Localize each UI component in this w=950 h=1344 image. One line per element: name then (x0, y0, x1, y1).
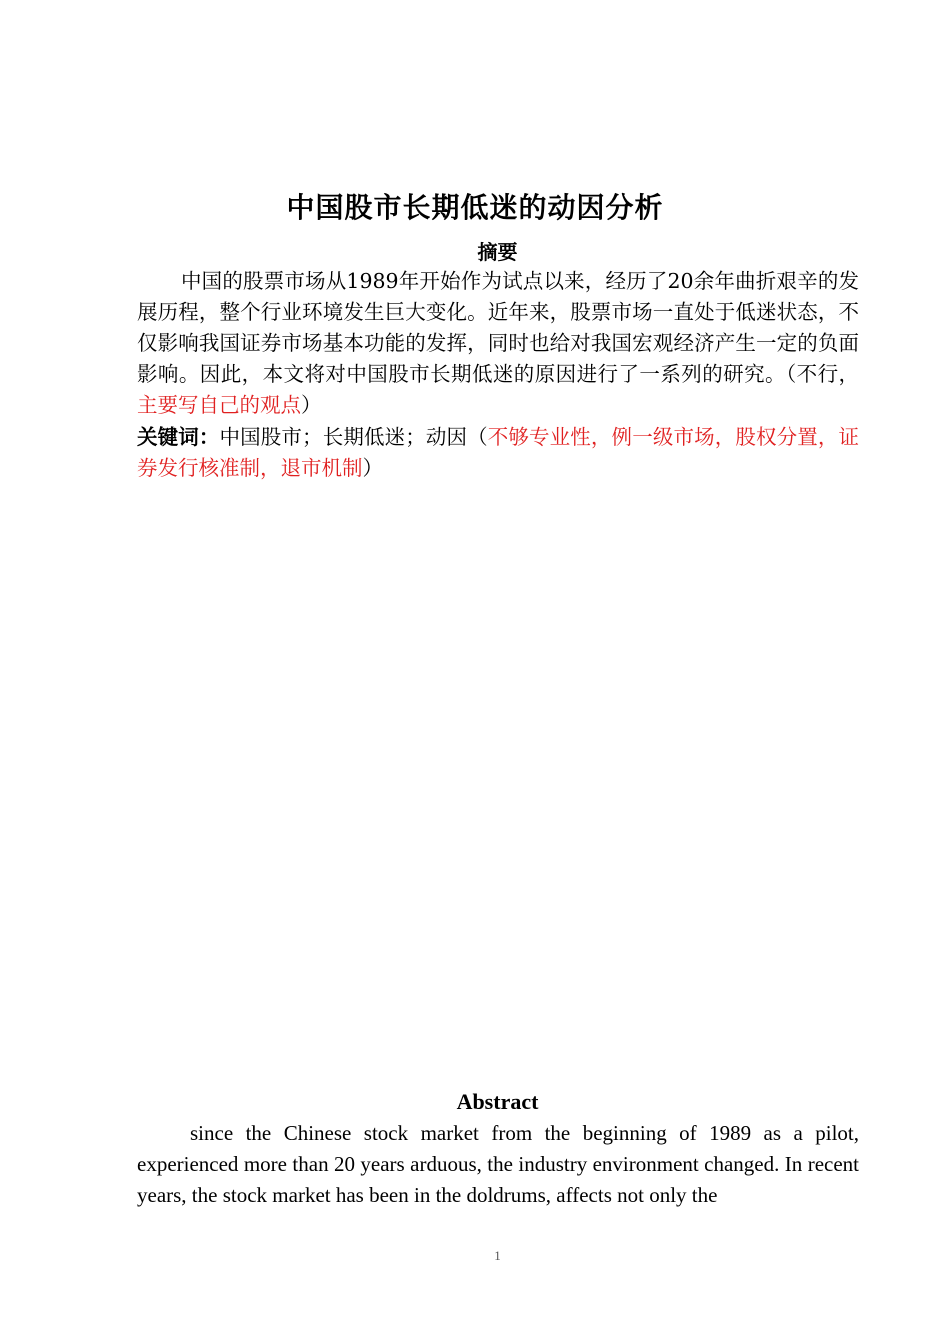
page-title: 中国股市长期低迷的动因分析 (286, 191, 664, 224)
reviewer-comment: 主要写自己的观点 (137, 393, 301, 417)
abstract-cn-text: 中国的股票市场从1989年开始作为试点以来，经历了20余年曲折艰辛的发展历程，整个行业环境发生巨大变化。近年来，股票市场一直处于低迷状态，不仅影响我国证券市场基本功能的发挥，同时也给对我国宏观经济产生一定的负面影响。因此，本文将对中国股市长期低迷的原因进行了一系列的研究。（不行， (137, 269, 859, 386)
page-number: 1 (494, 1248, 501, 1263)
keywords-paragraph (137, 422, 859, 484)
abstract-en-heading: Abstract (456, 1089, 539, 1114)
keywords-label: 关键词： (137, 425, 220, 449)
abstract-cn-heading: 摘要 (477, 240, 518, 264)
abstract-cn-body (137, 266, 859, 421)
abstract-en-body: since the Chinese stock market from the beginning of 1989 as a pilot, experienced more than 20 years arduous, the industry environment changed. In recent years, the stock market has been in the doldrums, affects not only the (137, 1121, 859, 1207)
keywords-close: ） (362, 456, 383, 480)
keywords-comment: 不够专业性，例一级市场，股权分置，证券发行核准制，退市机制 (137, 425, 860, 480)
keywords-text: 中国股市；长期低迷；动因（ (219, 425, 488, 449)
abstract-cn-close: ） (301, 393, 322, 417)
